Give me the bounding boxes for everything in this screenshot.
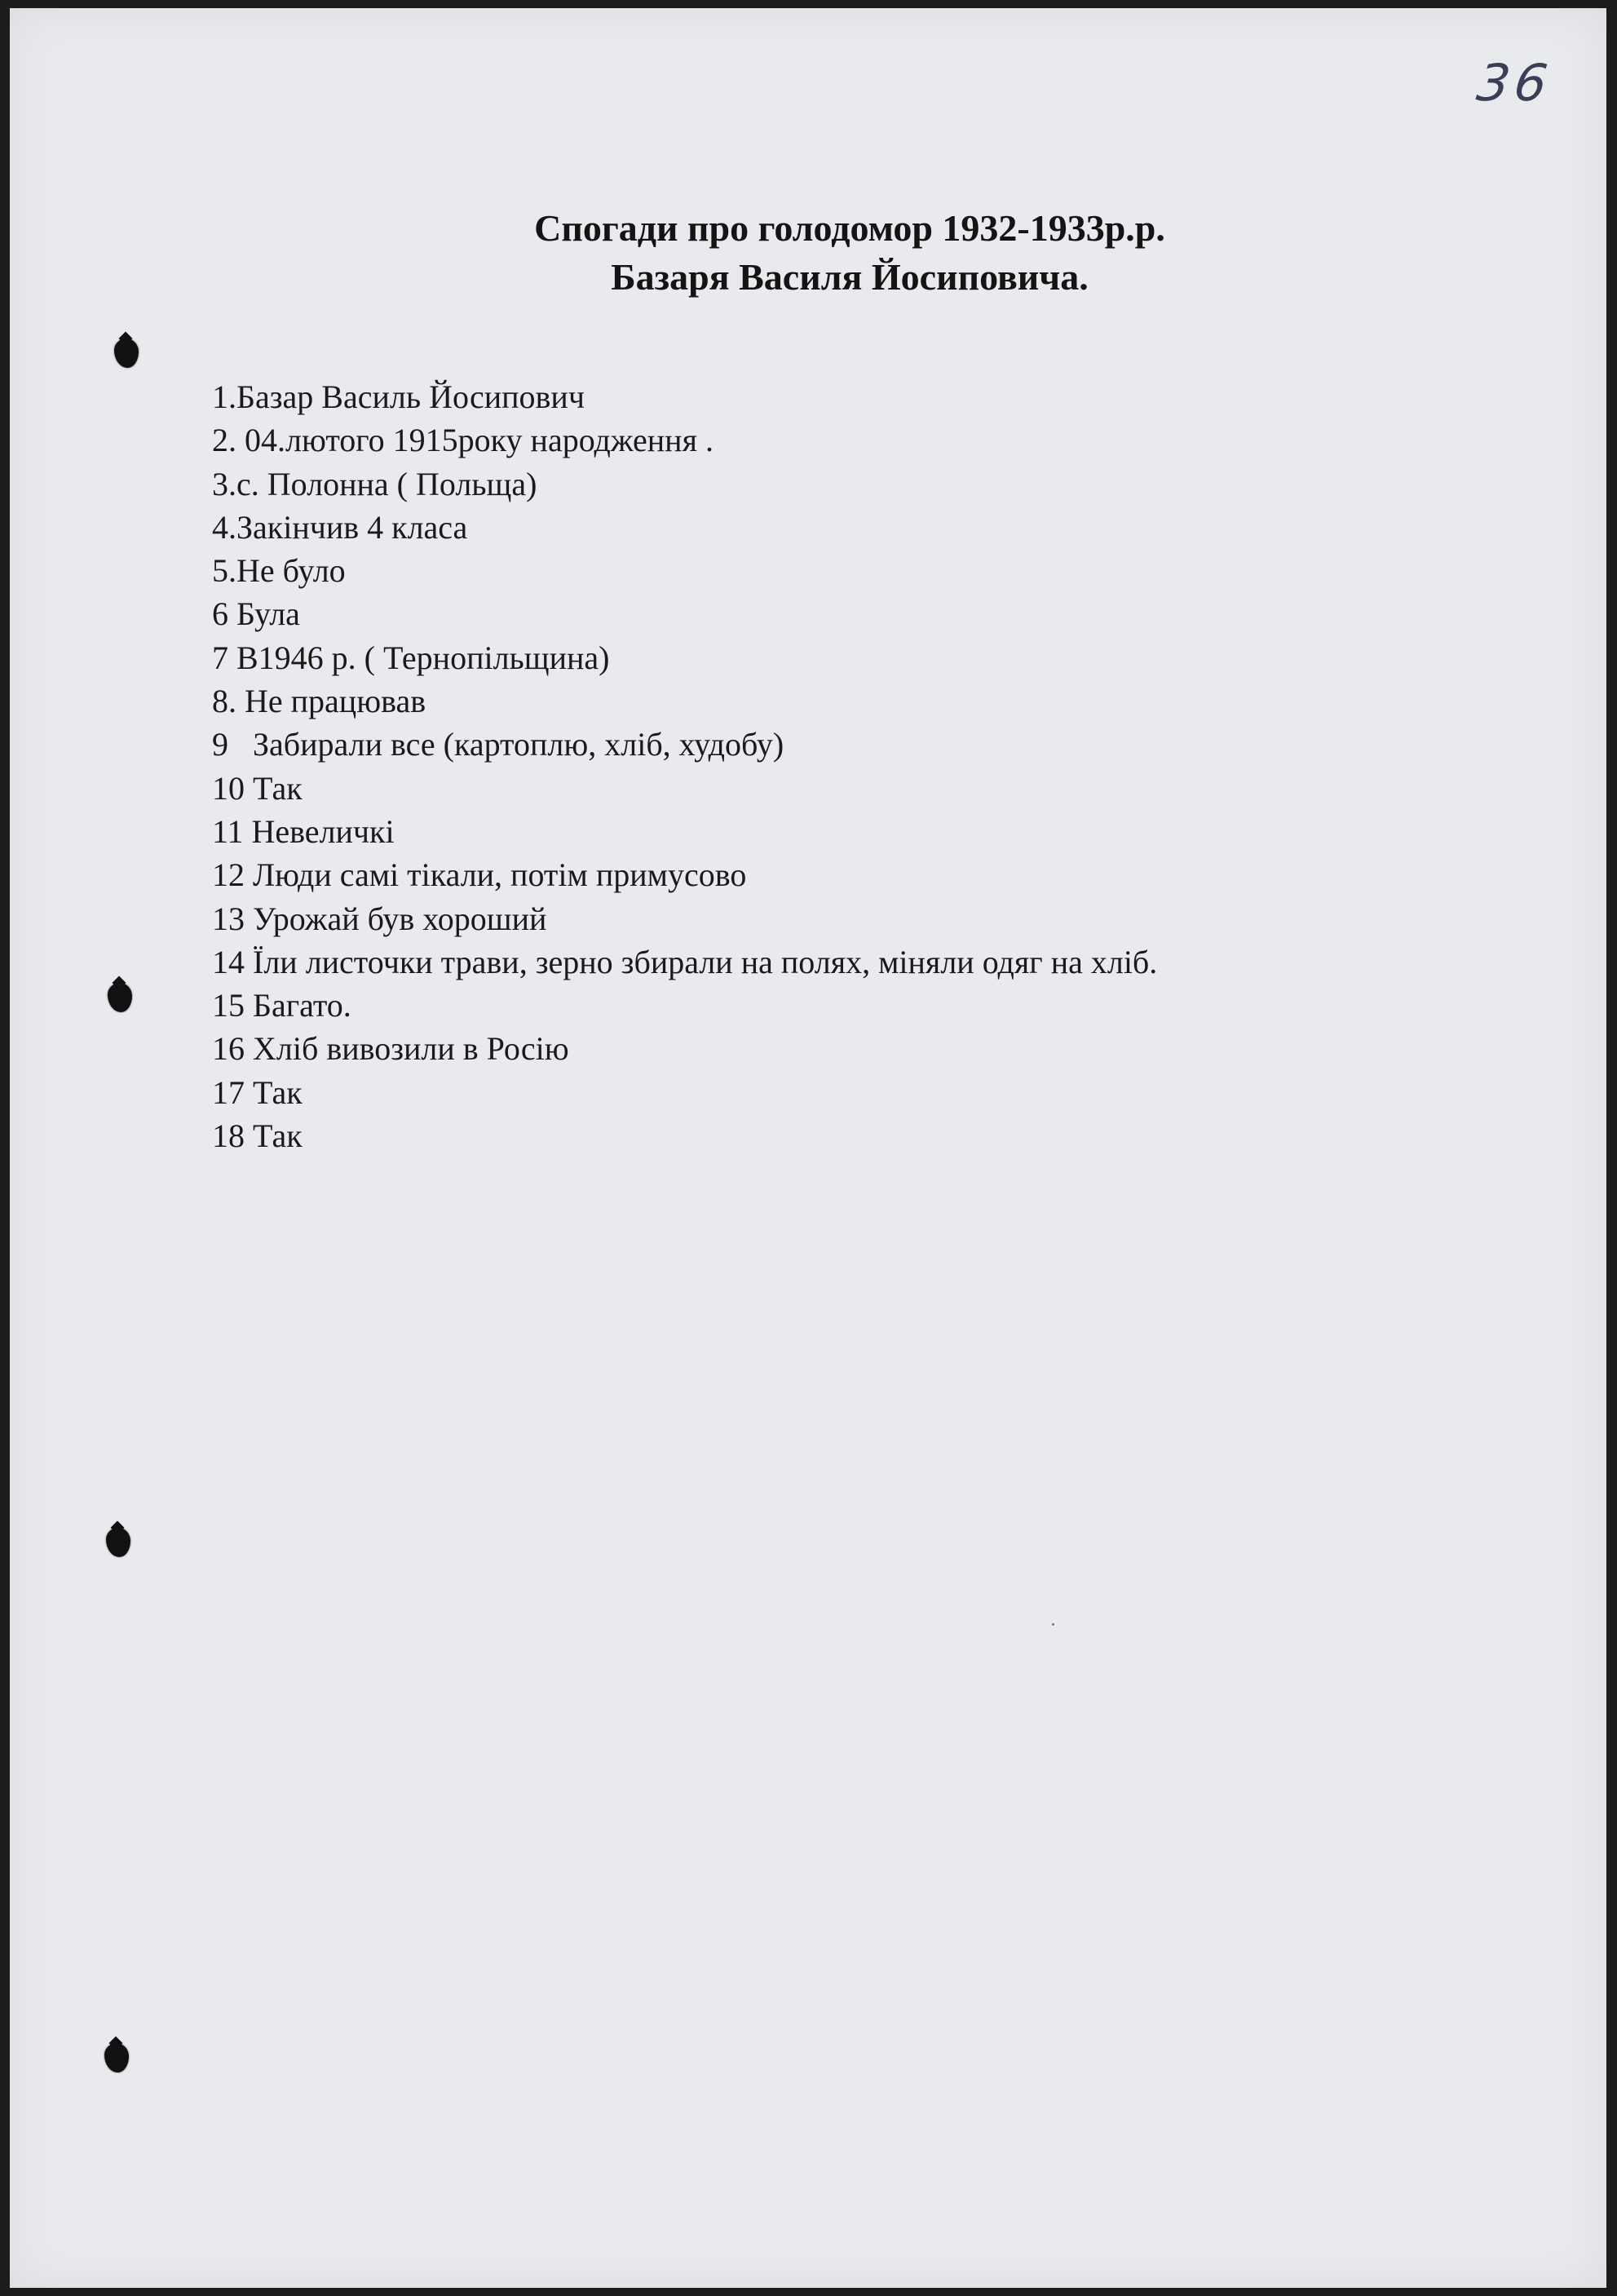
- punch-hole: [108, 983, 132, 1012]
- answer-3: 3.с. Полонна ( Польща): [212, 465, 537, 502]
- answer-17: 17 Так: [212, 1073, 303, 1111]
- title-line-1: Спогади про голодомор 1932-1933р.р.: [534, 207, 1165, 249]
- answer-13: 13 Урожай був хороший: [212, 900, 547, 937]
- title-line-2: Базаря Василя Йосиповича.: [611, 256, 1089, 298]
- document-title: [10, 204, 1617, 302]
- answer-14: 14 Їли листочки трави, зерно збирали на полях, міняли одяг на хліб.: [212, 943, 1158, 980]
- answer-1: 1.Базар Василь Йосипович: [212, 378, 585, 415]
- answer-7: 7 В1946 р. ( Тернопільщина): [212, 639, 610, 676]
- answer-16: 16 Хліб вивозили в Росію: [212, 1030, 569, 1068]
- answer-10: 10 Так: [212, 769, 303, 807]
- paper-speck: [1052, 1623, 1054, 1626]
- answer-4: 4.Закінчив 4 класа: [212, 508, 468, 546]
- answers-list: [212, 375, 1157, 1157]
- punch-hole: [114, 338, 139, 368]
- answer-5: 5.Не було: [212, 552, 346, 590]
- answer-11: 11 Невеличкі: [212, 812, 395, 850]
- punch-hole: [106, 1528, 130, 1557]
- answer-6: 6 Була: [212, 595, 300, 633]
- answer-8: 8. Не працював: [212, 683, 426, 720]
- answer-2: 2. 04.лютого 1915року народження .: [212, 422, 714, 459]
- answer-18: 18 Так: [212, 1117, 303, 1155]
- answer-15: 15 Багато.: [212, 987, 351, 1024]
- document-page: [10, 8, 1606, 2288]
- answer-12: 12 Люди самі тікали, потім примусово: [212, 856, 747, 894]
- handwritten-page-number: 36: [1473, 53, 1557, 113]
- answer-9: 9 Забирали все (картоплю, хліб, худобу): [212, 726, 784, 763]
- punch-hole: [104, 2043, 129, 2073]
